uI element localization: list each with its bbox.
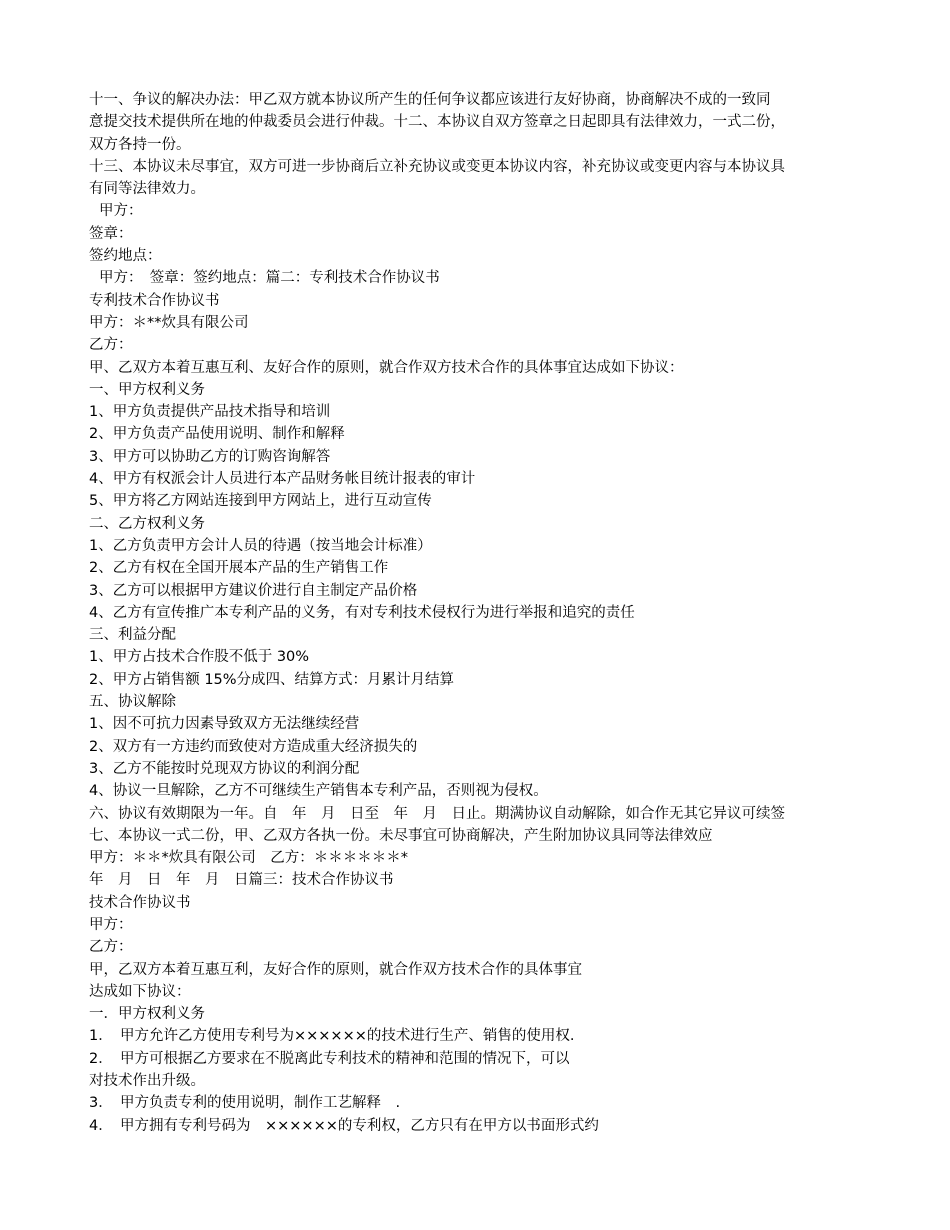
- section-heading: 五、协议解除: [89, 694, 176, 711]
- list-item: 1、乙方负责甲方会计人员的待遇（按当地会计标准）: [89, 537, 432, 554]
- list-item: 1． 甲方允许乙方使用专利号为××××××的技术进行生产、销售的使用权.: [89, 1028, 575, 1045]
- signature-seal: 签章：: [89, 225, 133, 242]
- text-line: 有同等法律效力。: [89, 181, 205, 198]
- text-line: 十三、本协议未尽事宜，双方可进一步协商后立补充协议或变更本协议内容，补充协议或变更内容与本协议具: [89, 158, 785, 175]
- text-line: 十一、争议的解决办法：甲乙双方就本协议所产生的任何争议都应该进行友好协商，协商解决不成的一致同: [89, 92, 771, 108]
- section-heading: 三、利益分配: [89, 627, 176, 644]
- text-line: 甲、乙双方本着互惠互利、友好合作的原则，就合作双方技术合作的具体事宜达成如下协议：: [89, 359, 684, 376]
- section-heading: 一、甲方权利义务: [89, 381, 205, 398]
- text-line: 意提交技术提供所在地的仲裁委员会进行仲裁。十二、本协议自双方签章之日起即具有法律效力，一式二份，: [89, 114, 785, 131]
- list-item: 2、双方有一方违约而致使对方造成重大经济损失的: [89, 738, 418, 755]
- party-a: 甲方：: [89, 916, 133, 933]
- list-item: 4、甲方有权派会计人员进行本产品财务帐目统计报表的审计: [89, 471, 476, 488]
- list-item: 2、甲方占销售额 15%分成四、结算方式：月累计月结算: [89, 671, 455, 688]
- list-item: 3． 甲方负责专利的使用说明，制作工艺解释 .: [89, 1095, 401, 1112]
- section-heading: 二、乙方权利义务: [89, 515, 205, 532]
- list-item: 1、甲方负责提供产品技术指导和培训: [89, 404, 331, 421]
- list-item: 3、甲方可以协助乙方的订购咨询解答: [89, 448, 331, 465]
- list-item: 2、甲方负责产品使用说明、制作和解释: [89, 426, 345, 443]
- signature-parties: 甲方：＊＊*炊具有限公司 乙方：＊＊＊＊＊＊*: [89, 850, 408, 867]
- list-item: 1、因不可抗力因素导致双方无法继续经营: [89, 716, 360, 733]
- party-a: 甲方：＊**炊具有限公司: [89, 314, 249, 331]
- list-item: 4、协议一旦解除，乙方不可继续生产销售本专利产品，否则视为侵权。: [89, 783, 548, 800]
- text-line: 双方各持一份。: [89, 136, 191, 153]
- section-title: 技术合作协议书: [89, 894, 191, 911]
- list-item: 2、乙方有权在全国开展本产品的生产销售工作: [89, 560, 389, 577]
- list-item: 3、乙方不能按时兑现双方协议的利润分配: [89, 760, 360, 777]
- party-b: 乙方：: [89, 337, 133, 354]
- list-item: 3、乙方可以根据甲方建议价进行自主制定产品价格: [89, 582, 418, 599]
- text-line: 六、协议有效期限为一年。自 年 月 日至 年 月 日止。期满协议自动解除，如合作无其它异议可续签: [89, 805, 785, 822]
- signature-dates: 年 月 日 年 月 日篇三：技术合作协议书: [89, 872, 394, 889]
- list-item: 5、甲方将乙方网站连接到甲方网站上，进行互动宣传: [89, 493, 432, 510]
- party-b: 乙方：: [89, 939, 133, 956]
- document-body: [89, 89, 869, 1137]
- text-line: 七、本协议一式二份，甲、乙双方各执一份。未尽事宜可协商解决，产生附加协议具同等法律效应: [89, 827, 713, 844]
- section-heading: 一．甲方权利义务: [89, 1006, 205, 1023]
- list-item: 2． 甲方可根据乙方要求在不脱离此专利技术的精神和范围的情况下，可以: [89, 1050, 570, 1067]
- signature-party-a: 甲方：: [99, 203, 143, 220]
- text-line: 达成如下协议：: [89, 983, 191, 1000]
- list-item: 4、乙方有宣传推广本专利产品的义务，有对专利技术侵权行为进行举报和追究的责任: [89, 604, 635, 621]
- text-line: 对技术作出升级。: [89, 1073, 205, 1090]
- list-item: 4． 甲方拥有专利号码为 ××××××的专利权，乙方只有在甲方以书面形式约: [89, 1117, 599, 1134]
- section-title: 专利技术合作协议书: [89, 292, 220, 309]
- signature-location: 签约地点：: [89, 248, 162, 265]
- text-line: 甲，乙双方本着互惠互利，友好合作的原则，就合作双方技术合作的具体事宜: [89, 961, 582, 978]
- list-item: 1、甲方占技术合作股不低于 30%: [89, 649, 310, 666]
- text-line: 甲方： 签章：签约地点：篇二：专利技术合作协议书: [99, 270, 440, 287]
